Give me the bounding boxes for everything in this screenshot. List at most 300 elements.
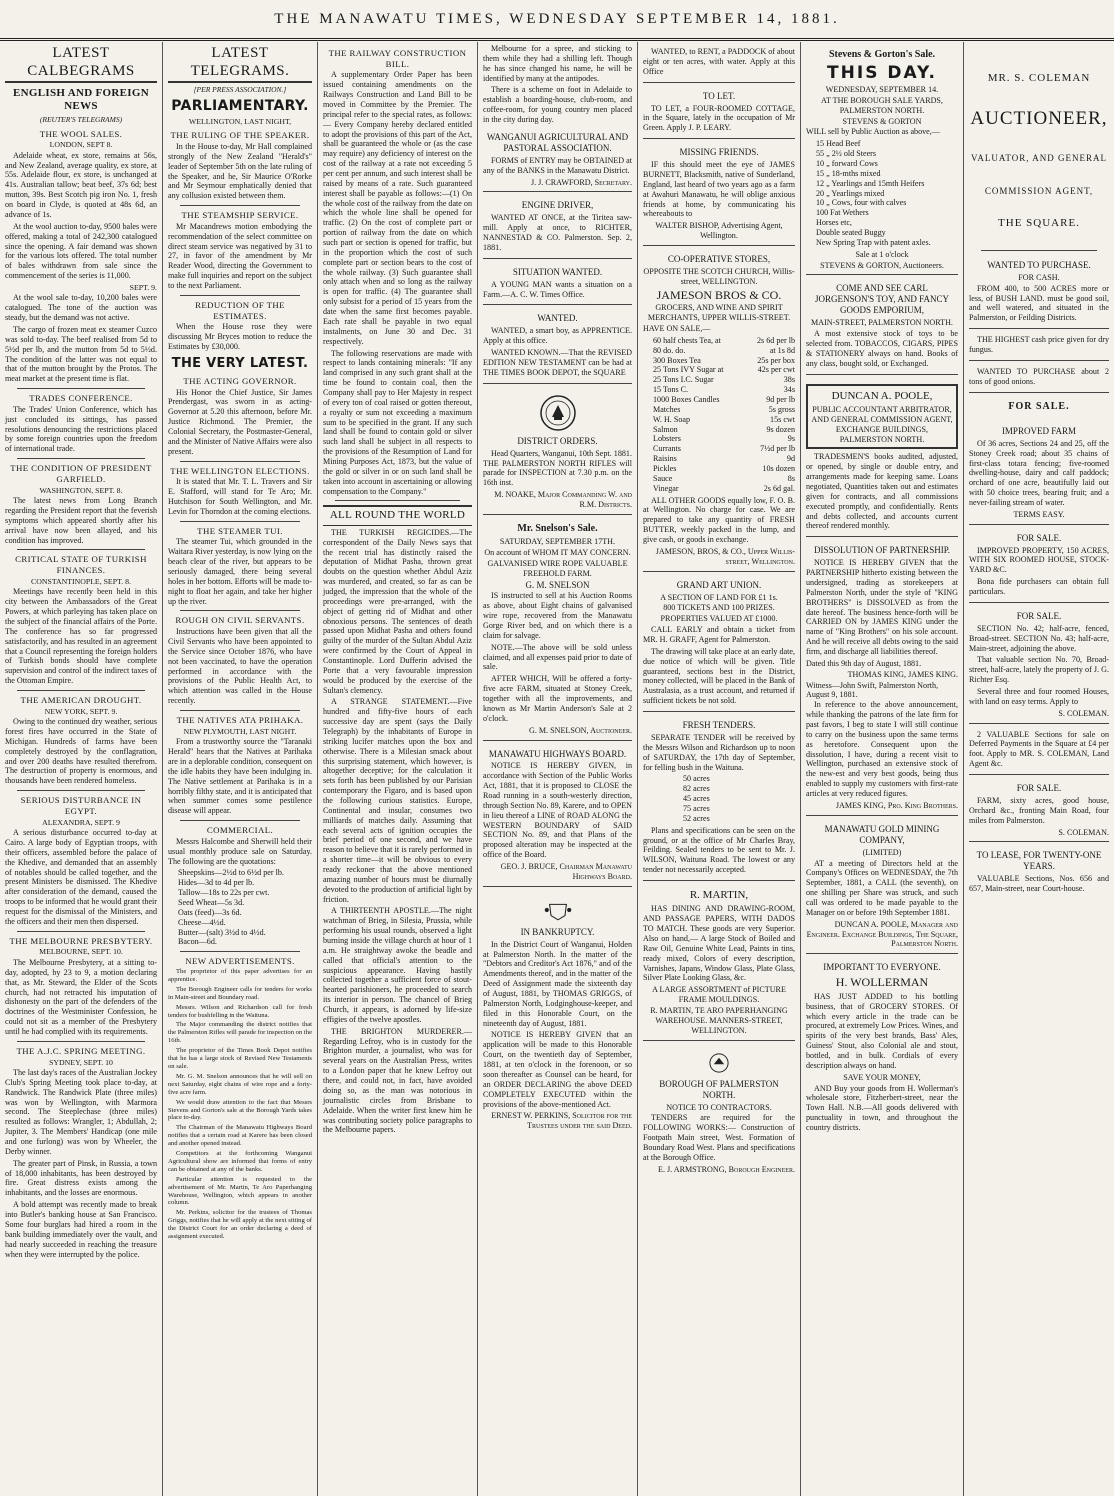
- wool-text-1: Adelaide wheat, ex store, remains at 56s, and New Zealand, average quality, ex store, at 55s. Adelaide flour, ex store, is unchanged at 41s. Australian tallow; beat beef, 37s 6d; best mutton, 39s. Best Scotch pig iron No. 1, fresh on board in Clyde, is quoted at 48s 6d, an advance of 1s.: [5, 150, 157, 219]
- gold-signature: DUNCAN A. POOLE, Manager and Engineer. Exchange Buildings, The Square, Palmerston North.: [806, 919, 958, 949]
- lease-ad: [969, 845, 1109, 899]
- column-4: [478, 42, 638, 1496]
- list-item: Butter—(salt) 3½d to 4½d.: [178, 927, 266, 937]
- divider: [17, 931, 145, 932]
- sg-sub: AT THE BOROUGH SALE YARDS, PALMERSTON NORTH.: [821, 95, 943, 115]
- divider: [981, 250, 1097, 251]
- list-item: Cheese—4½d.: [178, 917, 226, 927]
- fungus-text: THE HIGHEST cash price given for dry fungus.: [969, 335, 1109, 355]
- engine-title: ENGINE DRIVER,: [521, 200, 594, 211]
- divider: [17, 690, 145, 691]
- wollerman-text: HAS JUST ADDED to his bottling business, that of GROCERY STORES. Of which every article in the trade can be procured, at extremely Low Prices. Wines, and spirits of the very best brands, Bass' Ales, Guiness' Stout, also Colonial ale and stout, bottled, and in bulk. Cordials of every description always on hand.: [806, 991, 958, 1070]
- telegrams-heading: LATEST TELEGRAMS.: [168, 44, 312, 83]
- divider: [180, 295, 300, 296]
- missing-text: IF this should meet the eye of JAMES BURNETT, Blacksmith, native of Sunderland, England, last heard of two years ago as a farm at Awahuri Manawatu, he will oblige anxious friends at home, by communicating his whereabouts to: [643, 160, 795, 219]
- list-item: 25 Tons I.C. Sugar 38s: [653, 375, 795, 385]
- list-item: Vinegar 2s 6d gal.: [653, 483, 795, 493]
- art-text-2: The drawing will take place at an early date, due notice of which will be given. Title guaranteed, sections best in the District, money collected, will be placed in the Bank of Australasia, as a trust account, and returned if sufficient tickets be not sold.: [643, 646, 795, 706]
- egypt-text: A serious disturbance occurred to-day at Cairo. A large body of Egyptian troops, with their officers, assembled before the palace of the Khedive, and demanded that an assembly of notables should be called together, and the present Ministers be dismissed. The Khedive after consideration of the demand, caused the troops to be informed that he would grant their request for the dismissal of the Ministers, and the officers and their men then dispersed.: [5, 828, 157, 926]
- list-item: New Spring Trap with patent axles.: [816, 237, 931, 247]
- district-text: Head Quarters, Wanganui, 10th Sept. 1881. THE PALMERSTON NORTH RIFLES will parade for INSPECTION at 7.30 p.m. on the 16th inst.: [483, 448, 632, 488]
- wanganui-signature: J. J. CRAWFORD, Secretary.: [530, 177, 632, 187]
- garfield-title: THE CONDITION OF PRESIDENT GARFIELD.: [10, 463, 152, 484]
- martin-sub: A LARGE ASSORTMENT of PICTURE FRAME MOULDINGS.: [652, 985, 786, 1005]
- diss-signature-2: JAMES KING, Pro. King Brothers.: [835, 800, 958, 810]
- missing-title: MISSING FRIENDS.: [679, 147, 759, 158]
- lease-text: VALUABLE Sections, Nos. 656 and 657, Main-street, near Court-house.: [969, 874, 1109, 894]
- commercial-list: [178, 868, 312, 947]
- martin-signature: R. MARTIN, TE ARO PAPERHANGING WAREHOUSE. MANNERS-STREET, WELLINGTON.: [650, 1006, 788, 1035]
- situation-text: A YOUNG MAN wants a situation on a Farm.—A. C. W. Times Office.: [483, 279, 632, 299]
- columns: [0, 42, 1114, 1496]
- art-title: GRAND ART UNION.: [676, 579, 762, 590]
- coop-intro: HAVE ON SALE,—: [643, 324, 711, 333]
- important-title: IMPORTANT TO EVERYONE.: [823, 962, 941, 973]
- sg-date: WEDNESDAY, SEPTEMBER 14.: [825, 84, 939, 94]
- farm-2-ad: [969, 778, 1109, 842]
- sg-name: STEVENS & GORTON: [842, 116, 922, 126]
- divider: [335, 500, 460, 501]
- art-line-2: 800 TICKETS AND 100 PRIZES.: [663, 603, 775, 613]
- sections-text: SECTION No. 42; half-acre, fenced, Broad-street. SECTION No. 43; half-acre, Main-street, adjoining the above.: [969, 623, 1109, 653]
- column-6: [801, 42, 964, 1496]
- sections-text-2: That valuable section No. 70, Broad-street, half-acre, lately the property of J. G. Richter Esq.: [969, 655, 1109, 685]
- acre-list: [683, 774, 795, 823]
- list-item: 300 Boxes Tea 25s per box: [653, 355, 795, 365]
- snelson-signature: G. M. SNELSON, Auctioneer.: [528, 725, 632, 735]
- ajc-text-1: The last day's races of the Australian Jockey Club's Spring Meeting took place to-day, at Randwick. The Randwick Plate (three miles) was won by Wellington, with Marmora second. The Steeplechase (three miles) resulted as follows: Wrangler, 1; Abdullah, 2; Jupiter, 3. The Members' Handicap (one mile and one furlong) was won by Wheeler, the Derby winner.: [5, 1068, 157, 1156]
- list-item: The proprietor of this paper advertises for an apprentice.: [168, 968, 312, 983]
- price-list: [653, 336, 795, 494]
- commercial-text: Messrs Halcombe and Sherwill held their usual monthly produce sale on Saturday. The following are the quotations:: [168, 836, 312, 866]
- situation-ad: [483, 262, 632, 306]
- snelson-text-1: On account of WHOM IT MAY CONCERN.: [484, 547, 631, 557]
- divider: [17, 388, 145, 389]
- fresh-text-2: Plans and specifications can be seen on the ground, or at the office of Mr Charles Bray, Feilding. Sealed tenders to be sent to Mr. J. WILSON, Waituna Road. The lowest or any tender not necessarily accepted.: [643, 825, 795, 875]
- list-item: W. H. Soap 15s cwt: [653, 414, 795, 424]
- list-item: Particular attention is requested to the advertisement of Mr. Martin, Te Aro Paperhanging Warehouse, Wellington, which appears in another column.: [168, 1175, 312, 1207]
- list-item: We would draw attention to the fact that Messrs Stevens and Gorton's sale at the Borough Yards takes place to-day.: [168, 1098, 312, 1122]
- divider: [180, 710, 300, 711]
- list-item: 20 „ Yearlings mixed: [816, 188, 885, 198]
- sections-ad: [969, 606, 1109, 724]
- carl-title: COME AND SEE CARL JORGENSON'S TOY, AND FANCY GOODS EMPORIUM,: [815, 283, 949, 316]
- trades-title: TRADES CONFERENCE.: [29, 393, 133, 404]
- tui-text: The steamer Tui, which grounded in the Waitara River yesterday, is now lying on the beach clear of the river, but appears to be seriously damaged, there being several holes in her bottom. Efforts will be made to-night to float her again, and take her higher up the river.: [168, 537, 312, 606]
- bankruptcy-signature: ERNEST W. PERKINS, Solicitor for the Trustees under the said Deed.: [491, 1111, 632, 1131]
- presby-title: THE MELBOURNE PRESBYTERY.: [9, 935, 153, 946]
- parl-dateline: WELLINGTON, LAST NIGHT,: [188, 116, 292, 126]
- snelson-title: Mr. Snelson's Sale.: [517, 522, 598, 534]
- list-item: Bacon—6d.: [178, 937, 217, 947]
- snelson-name: G. M. SNELSON: [525, 579, 590, 590]
- turkish-dateline: CONSTANTINOPLE, SEPT. 8.: [31, 576, 131, 586]
- rent-ad: [643, 44, 795, 83]
- property-text-2: Bona fide purchasers can obtain full particulars.: [969, 577, 1109, 597]
- world-text-1: THE TURKISH REGICIDES.—The correspondent of the Daily News says that the recent trial has distinctly raised the deputation of Midhat Pasha, thrown great doubts on the question whether Abdul Aziz was murdered, and created, so far as can be judged, the impression that the whole of the proceedings were pre-arranged, with the object of getting rid of Midhat and other obnoxious persons. The sentences of death passed upon Midhat Pasha and others found guilty of the murder of the Sultan Abdul Aziz were confirmed by the Court of Appeal in Constantinople. Lord Dufferin advised the Porte that a very favourable impression would be produced by the exercise of the Sultan's clemency.: [323, 527, 472, 695]
- press-association-note: [PER PRESS ASSOCIATION.]: [193, 84, 287, 94]
- parliamentary-heading: PARLIAMENTARY.: [171, 97, 309, 114]
- gold-text: AT a meeting of Directors held at the Company's Offices on WEDNESDAY, the 7th September, 1881, a CALL (the seventh), on one shilling per Share was struck, and such call was ordered to be made payable to the Manager on or before 19th September 1881.: [806, 858, 958, 917]
- borough-ad: [643, 1044, 795, 1179]
- deferred-text: 2 VALUABLE Sections for sale on Deferred Payments in the Square at £4 per foot. Apply to MR. S. COLEMAN, Land Agent &c.: [969, 729, 1109, 769]
- wollerman-title: H. WOLLERMAN: [835, 975, 929, 990]
- farm-title: IMPROVED FARM: [1001, 425, 1077, 436]
- poole-title: DUNCAN A. POOLE,: [831, 389, 933, 402]
- let-text: TO LET, a FOUR-ROOMED COTTAGE, in the Square, lately in the occupation of Mr Green. Apply J. P. LEARY.: [643, 103, 795, 133]
- district-signature: M. NOAKE, Major Commanding W. and R.M. Districts.: [494, 490, 632, 510]
- new-ads-list: [168, 968, 312, 1241]
- coop-sub: OPPOSITE THE SCOTCH CHURCH, Willis-street, WELLINGTON.: [643, 266, 795, 286]
- snelson-date: SATURDAY, SEPTEMBER 17TH.: [499, 537, 616, 547]
- list-item: The proprietor of the Times Book Depot notifies that he has a large stock of Revised New Testaments on sale.: [168, 1047, 312, 1070]
- property-ad: [969, 528, 1109, 603]
- turkish-title: CRITICAL STATE OF TURKISH FINANCES.: [15, 554, 147, 576]
- coleman-commission: COMMISSION AGENT,: [984, 185, 1094, 196]
- carl-text: A most extensive stock of toys to be selected from. TOBACCOS, CIGARS, PIPES & STATIONERY always on hand. Books of any class, bought sold, or Exchanged.: [806, 329, 958, 368]
- natives-text: From a trustworthy source the "Taranaki Herald" hears that the Natives at Parihaka are in a deplorable condition, consequent on the idle habits they have been indulging in. The Native settlement at Parihaka is in a horribly filthy state, and it is anticipated that when summer comes some pestilence disease will appear.: [168, 737, 312, 816]
- tui-title: THE STEAMER TUI.: [197, 525, 283, 536]
- stevens-gorton-ad: [806, 44, 958, 275]
- civil-title: ROUGH ON CIVIL SERVANTS.: [175, 615, 305, 626]
- carl-sub: MAIN-STREET, PALMERSTON NORTH.: [811, 318, 953, 328]
- list-item: 15 Head Beef: [816, 139, 861, 149]
- snelson-text-4: NOTE.—The above will be sold unless claimed, and all expenses paid prior to date of sale.: [483, 642, 633, 672]
- world-heading: ALL ROUND THE WORLD: [323, 505, 472, 525]
- very-latest-heading: THE VERY LATEST.: [171, 355, 309, 371]
- sg-title: Stevens & Gorton's Sale.: [828, 49, 936, 60]
- terms: TERMS EASY.: [1013, 509, 1065, 519]
- divider: [17, 1041, 145, 1042]
- divider: [180, 610, 300, 611]
- list-item: Matches 5s gross: [653, 404, 795, 414]
- world-text-4: THE BRIGHTON MURDERER.—Regarding Lefroy, who is in custody for the Brighton murder, a journalist, who was for several years on the Australian Press, writes to a London paper that he knew Lefroy out there, and could not, in fact, have avoided doing so, as the man was notorious in journalistic circles from Brisbane to Adelaide. When the writer first knew him he was contributing society police paragraphs to the Melbourne papers.: [323, 1026, 472, 1135]
- speaker-title: THE RULING OF THE SPEAKER.: [170, 130, 310, 141]
- egypt-title: SERIOUS DISTURBANCE IN EGYPT.: [20, 795, 142, 816]
- wanganui-title: WANGANUI AGRICULTURAL AND PASTORAL ASSOCIATION.: [486, 131, 629, 153]
- jorgenson-ad: [806, 278, 958, 374]
- diss-date: Dated this 9th day of August, 1881.: [806, 658, 922, 668]
- martin-title: R. MARTIN,: [689, 889, 749, 902]
- garfield-dateline: WASHINGTON, SEPT. 8.: [39, 485, 123, 495]
- list-item: Sauce 8s: [653, 473, 795, 483]
- farm-text: Of 36 acres, Sections 24 and 25, off the Stoney Creek road; about 35 chains of first-class totara fencing; five-roomed dwelling-house, dairy and calf paddock; orchard of one acre, beautifully laid out with 50 choice trees, bearing fruit; and a never-failing stream of water.: [969, 438, 1109, 507]
- wanted-ad: [483, 308, 632, 383]
- district-orders-ad: [483, 387, 632, 515]
- coleman-name: MR. S. COLEMAN: [987, 72, 1091, 84]
- divider: [17, 549, 145, 550]
- list-item: 12 „ Yearlings and 15mth Heifers: [816, 178, 925, 188]
- coop-text: ALL OTHER GOODS equally low, F. O. B. at Wellington. No charge for case. We are prepared to take any quantity of FRESH BUTTER, weekly packed in the lump, and give cash, or goods in exchange.: [643, 495, 795, 545]
- borough-signature: E. J. ARMSTRONG, Borough Engineer.: [658, 1164, 795, 1174]
- presby-text: The Melbourne Presbytery, at a sitting to-day, adopted, by 23 to 9, a motion declaring that, as Mr. Steward, the Elder of the Scots church, had not retracted his imputation of dishonesty on the part of the defenders of the doctrines of the Westminister Confession, he could not sit as a member of the Presbytery until he had complied with its requirements.: [5, 957, 157, 1036]
- diss-title: DISSOLUTION OF PARTNERSHIP.: [814, 545, 950, 556]
- world-text-3: A THIRTEENTH APOSTLE.—The night watchman of Brieg, in Silesia, Prussia, while performing his usual rounds, observed a light burning inside the village church at hour of 1 a.m. He straightway awoke the beadle and called that official's attention to the suspicious appearance. Having hastily collected together a sufficient force of stout-hearted parishioners, he proceeded to search its interior in person. The chancel of Brieg Church, it appears, is adorned by life-size effigies of the twelve apostles.: [323, 906, 472, 1024]
- list-item: 15 „ 18-mths mixed: [816, 168, 881, 178]
- wanted-text-1: WANTED, a smart boy, as APPRENTICE. Apply at this office.: [483, 326, 632, 346]
- diss-witness: Witness—John Swift, Palmerston North, August 9, 1881.: [806, 680, 939, 700]
- list-item: Raisins 9d: [653, 454, 795, 464]
- snelson-text-2: GALVANISED WIRE ROPE VALUABLE FREEHOLD FARM.: [487, 558, 628, 578]
- divider: [17, 458, 145, 459]
- list-item: Mr. G. M. Snelson announces that he will sell on next Saturday, eight chains of wire rope and a forty-five acre farm.: [168, 1072, 312, 1096]
- gold-mining-ad: [806, 819, 958, 955]
- trades-text: The Trades' Union Conference, which has just concluded its sittings, has passed resolutions denouncing the restrictions placed by some foreign countries upon the freedom of international trade.: [5, 404, 157, 454]
- divider: [17, 790, 145, 791]
- divider: [180, 205, 300, 206]
- steamship-title: THE STEAMSHIP SERVICE.: [181, 210, 299, 221]
- natives-dateline: NEW PLYMOUTH, LAST NIGHT.: [183, 726, 297, 736]
- diss-signature: THOMAS KING, JAMES KING.: [847, 669, 958, 679]
- continued-text: Melbourne for a spree, and sticking to them while they had a shilling left. Though he has since changed his name, he will be identified by many at the antipodes.: [483, 44, 632, 83]
- borough-sub: NOTICE TO CONTRACTORS.: [666, 1102, 772, 1112]
- elections-text: It is stated that Mr. T. L. Travers and Sir E. Stafford, will stand for Te Aro; Mr. Hutchison for South Wellington, and Mr. Levin for Thorndon at the coming elections.: [168, 477, 312, 516]
- for-sale-title-2: FOR SALE.: [1016, 532, 1062, 543]
- farm-ad: [969, 421, 1109, 525]
- list-item: 80 do. do. at 1s 8d: [653, 345, 795, 355]
- commercial-title: COMMERCIAL.: [206, 825, 274, 836]
- bankruptcy-ad: [483, 890, 632, 1135]
- fresh-text: SEPARATE TENDER will be received by the Messrs Wilson and Richardson up to noon of SATURDAY, the 17th day of September, for felling bush in the Waituna.: [643, 733, 795, 772]
- sg-time: Sale at 1 o'clock: [855, 249, 909, 259]
- list-item: 1000 Boxes Candles 9d per lb: [653, 395, 795, 405]
- list-item: Double seated Buggy: [816, 227, 886, 237]
- fungus-ad: [969, 332, 1109, 361]
- art-line-3: PROPERTIES VALUED AT £1000.: [660, 614, 778, 624]
- railway-title: THE RAILWAY CONSTRUCTION BILL.: [328, 48, 467, 69]
- wanganui-ad: [483, 127, 632, 193]
- railway-text-2: The following reservations are made with respect to lands containing minerals: "If any land comprised in any such grant shall at the time be found to contain coal, then the Company shall pay to Her Majesty in respect of every ton of coal raised or gotten thereout, a royalty or sum not exceeding a maximum sum to be specified in the grant. If any such land shall be found to contain gold or silver such land shall be subject in all respects to the provisions of the Resumption of Land for Mining Purposes Act, 1873, but the value of the gold or silver in or on such land shall be taken into account in ascertaining or allowing compensation to the Company.": [323, 348, 472, 496]
- wollerman-ad: [806, 957, 958, 1138]
- list-item: The Major commanding the district notifies that the Palmerston Rifles will parade for inspection on the 16th.: [168, 1021, 312, 1045]
- list-item: 50 acres: [683, 774, 710, 784]
- list-item: 45 acres: [683, 794, 710, 804]
- list-item: 75 acres: [683, 804, 710, 814]
- list-item: Mr. Perkins, solicitor for the trustees of Thomas Griggs, notifies that he will apply at the next sitting of the District Court for an order declaring a deed of assignment executed.: [168, 1209, 312, 1241]
- purchase-text: FROM 400, to 500 ACRES more or less, of BUSH LAND. must be good soil, and well watered, and situated in the Palmerston, or Feilding Districts.: [969, 283, 1109, 323]
- onions-ad: [969, 364, 1109, 393]
- cablegrams-heading: LATEST CALBEGRAMS: [5, 44, 157, 83]
- list-item: Salmon 9s dozen: [653, 424, 795, 434]
- art-line-1: A SECTION OF LAND FOR £1 1s.: [660, 592, 778, 602]
- coleman-valuator: VALUATOR, AND GENERAL: [971, 152, 1107, 163]
- snelson-text-3: IS instructed to sell at his Auction Rooms as above, about Eight chains of galvanised wire rope, recovered from the Manawatu Gorge River bed, and on which there is a claim for salvage.: [483, 591, 632, 640]
- stock-list: [816, 139, 958, 247]
- wollerman-sub: SAVE YOUR MONEY,: [843, 1072, 921, 1082]
- engine-text: WANTED AT ONCE, at the Tiritea saw-mill. Apply at once, to RICHTER, NANNESTAD & CO. Palmerston. Sep. 2, 1881.: [483, 213, 632, 252]
- poole-ad: [806, 378, 958, 538]
- column-1: [0, 42, 163, 1496]
- column-7: [964, 42, 1114, 1496]
- list-item: Lobsters 9s: [653, 434, 795, 444]
- wool-dateline-2: SEPT. 9.: [129, 282, 157, 292]
- wool-text-2: At the wool auction to-day, 9500 bales were offered, making a total of 242,300 catalogued since the opening. A fair demand was shown for the various lots offered. The total number of bales withdrawn from sale since the commencement of the series is 11,000.: [5, 221, 157, 281]
- list-item: Sheepskins—2½d to 6½d per lb.: [178, 868, 284, 878]
- list-item: The Chairman of the Manawatu Highways Board notifies that a certain road at Karere has been closed and another opened instead.: [168, 1124, 312, 1148]
- coop-signature: JAMESON, BROS, & CO., Upper Willis-street, Wellington.: [655, 546, 795, 566]
- coleman-auctioneer: AUCTIONEER,: [970, 108, 1108, 130]
- deferred-ad: [969, 727, 1109, 775]
- rent-text: WANTED, to RENT, a PADDOCK of about eight or ten acres, with water. Apply at this Office: [643, 47, 795, 76]
- art-union-ad: [643, 575, 795, 712]
- sections-signature: S. COLEMAN.: [1058, 708, 1109, 718]
- wool-title: THE WOOL SALES.: [39, 128, 123, 139]
- ajc-dateline: SYDNEY, SEPT. 10: [49, 1057, 113, 1067]
- onions-text: WANTED TO PURCHASE about 2 tons of good onions.: [969, 366, 1109, 386]
- divider: [180, 951, 300, 952]
- estimates-text: When the House rose they were discussing Mr Bryces motion to reduce the Estimates by £30,000.: [168, 322, 312, 352]
- poole-text: TRADESMEN'S books audited, adjusted, or opened, by single or double entry, and arrangements made for keeping same. Loans negotiated, Quantities taken out and estimates given for contracts, and all commissions executed promptly, and confidentially. Rents and debts collected, and accounts current thereof rendered monthly.: [806, 452, 958, 531]
- adelaide-text: There is a scheme on foot in Adelaide to establish a boarding-house, club-room, and coffee-room, for young country men placed in the city during day.: [483, 85, 632, 125]
- royal-crest-icon: [538, 393, 578, 433]
- divider: [180, 820, 300, 821]
- for-sale-title-4: FOR SALE.: [1016, 783, 1062, 794]
- list-item: Oats (feed)—3s 6d.: [178, 907, 242, 917]
- purchase-sub: FOR CASH.: [1018, 272, 1060, 282]
- wanted-text-2: WANTED KNOWN.—That the REVISED EDITION NEW TESTAMENT can be had at THE TIMES BOOK DEPOT, the SQUARE: [483, 348, 632, 377]
- list-item: 25 Tons IVY Sugar at 42s per cwt: [653, 365, 795, 375]
- fresh-tenders-ad: [643, 715, 795, 881]
- list-item: 52 acres: [683, 813, 710, 823]
- wollerman-text-2: AND Buy your goods from H. Wollerman's wholesale store, Fitzherbert-street, near the Town Hall. N.B.—All goods delivered with punctuality in town, and throughout the country districts.: [806, 1083, 958, 1133]
- list-item: 100 Fat Wethers: [816, 208, 869, 218]
- list-item: The Borough Engineer calls for tenders for works in Main-street and Boundary road.: [168, 985, 312, 1001]
- list-item: Hides—3d to 4d per lb.: [178, 878, 255, 888]
- bankruptcy-title: IN BANKRUPTCY.: [520, 926, 595, 937]
- wool-text-3: At the wool sale to-day, 10,200 bales were catalogued. The tone of the auction was steady, but the demand was not active.: [5, 293, 157, 323]
- fresh-title: FRESH TENDERS.: [682, 720, 756, 731]
- ajc-text-3: A bold attempt was recently made to break into Butler's banking house at San Francisco. Some four burglars had hired a room in the bank building immediately over the vault, and had nearly succeeded in reaching the treasure when they were interrupted by the police.: [5, 1200, 157, 1259]
- wanganui-text: FORMS of ENTRY may be OBTAINED at any of the BANKS in the Manawatu District.: [483, 155, 632, 175]
- turkish-text: Meetings have recently been held in this city between the Ambassadors of the Great Powers, at which parleying has taken place on the subject of the financial affairs of the Porte. The conference has so far progressed satisfactorily, and has resulted in an agreement that a Council representing the foreign holders of Turkish bonds should have complete supervision and control of the indirect taxes of the Ottoman Empire.: [5, 587, 157, 686]
- lease-title: TO LEASE, FOR TWENTY-ONE YEARS.: [976, 850, 1102, 872]
- divider: [180, 521, 300, 522]
- ajc-title: THE A.J.C. SPRING MEETING.: [16, 1045, 146, 1056]
- snelson-text-5: AFTER WHICH, Will be offered a forty-five acre FARM, situated at Stoney Creek, together with all the improvements, and known as Mr Martin Anderson's Sale at 2 o'clock.: [483, 674, 632, 723]
- this-day: THIS DAY.: [827, 63, 937, 84]
- list-item: 10 „ Cows, four with calves: [816, 198, 907, 208]
- world-text-2: A STRANGE STATEMENT.—Five hundred and fifty-five hours of each successive day are spent (says the Daily Telegraph) by the inhabitants of Europe in striking lucifer matches upon the box and otherwise. There is a Milesian smack about this surprising statement, which however, is altogether deceptive; for the calculation it sets forth has been published by our Parisian contemporary the Figaro, and is based upon the following curious statistics. Europe, Continental and insular, consumes two milliards of matches daily. Assuming that each several acts of ignition occupies the brief period of one second, and we have reason to believe that it is rarely performed in a shorter time—it will be obvious to every ready reckoner that the above mentioned amazing number of hours must be diurnally devoted to the production of artificial light by friction.: [323, 697, 472, 904]
- sg-intro: WILL sell by Public Auction as above,—: [806, 127, 940, 137]
- for-sale-title-3: FOR SALE.: [1016, 610, 1062, 621]
- borough-seal-icon: [704, 1050, 734, 1076]
- wool-dateline: LONDON, SEPT 8.: [49, 140, 113, 150]
- highways-ad: [483, 744, 632, 887]
- farm-2-signature: S. COLEMAN.: [1058, 827, 1109, 837]
- dissolution-ad: [806, 540, 958, 815]
- masthead: THE MANAWATU TIMES, WEDNESDAY SEPTEMBER 14, 1881.: [0, 0, 1114, 41]
- property-text: IMPROVED PROPERTY, 150 ACRES, WITH SIX ROOMED HOUSE, STOCK-YARD &C.: [969, 545, 1109, 575]
- column-3: [318, 42, 478, 1496]
- ajc-text-2: The greater part of Pinsk, in Russia, a town of 18,000 inhabitants, has been destroyed by fire. Great distress exists among the inhabitants, and the losses are enormous.: [5, 1158, 157, 1198]
- to-let-ad: [643, 86, 795, 140]
- sg-signature: STEVENS & GORTON, Auctioneers.: [820, 260, 944, 270]
- highways-title: MANAWATU HIGHWAYS BOARD.: [488, 748, 627, 759]
- list-item: Messrs. Wilson and Richardson call for fresh tenders for bushfelling in the Waituna.: [168, 1003, 312, 1019]
- purchase-ad: [969, 255, 1109, 329]
- divider: [180, 461, 300, 462]
- governor-text: His Honor the Chief Justice, Sir James Prendergast, was sworn in as acting-Governor at 5.20 this afternoon, before Mr. Justice Richmond. The Premier, the Colonial Secretary, the Postmaster-General, and the Minister of Native Affairs were also present.: [168, 387, 312, 456]
- list-item: 15 Tons C. 34s: [653, 385, 795, 395]
- situation-title: SITUATION WANTED.: [512, 266, 603, 277]
- wool-text-4: The cargo of frozen meat ex steamer Cuzco was sold to-day. The beef realised from 5d to 5½d per lb, and the mutton from 5d to 5½d. The condition of the latter was not equal to that of the mutton brought by the Protos. The meat market at the present time is flat.: [5, 325, 157, 384]
- new-ads-title: NEW ADVERTISEMENTS.: [185, 956, 295, 967]
- presby-dateline: MELBOURNE, SEPT. 10.: [39, 947, 123, 957]
- bankruptcy-text: In the District Court of Wanganui, Holden at Palmerston North. In the matter of the "Debtors and Creditor's Act 1876," and of the Amendments thereof, and in the matter of the Deed of Assignment made the sixteenth day of August, 1881, by THOMAS GRIGGS, of Palmerston North, Lodginghouse-keeper, and filed in this Honorable Court, on the nineteenth day of August, 1881.: [483, 939, 632, 1028]
- list-item: Tallow—18s to 22s per cwt.: [178, 888, 270, 898]
- list-item: Competitors at the forthcoming Wanganui Agricultural show are informed that forms of entry can be obtained at any of the banks.: [168, 1150, 312, 1173]
- list-item: Pickles 10s dozen: [653, 464, 795, 474]
- snelson-ad: [483, 518, 632, 741]
- natives-title: THE NATIVES ATA PRIHAKA.: [176, 715, 304, 726]
- list-item: 60 half chests Tea, at 2s 6d per lb: [653, 335, 795, 345]
- list-item: Seed Wheat—5s 3d.: [178, 897, 245, 907]
- engine-driver-ad: [483, 195, 632, 258]
- missing-signature: WALTER BISHOP, Advertising Agent, Wellington.: [655, 221, 783, 241]
- speaker-text: In the House to-day, Mr Hall complained strongly of the New Zealand "Herald's" leader of September 5th on the late ruling of the Speaker, and he, Sir Maurice O'Rorke and Mr Seymour emphatically denied that any collusion existed between them.: [168, 142, 312, 201]
- drought-title: THE AMERICAN DROUGHT.: [20, 694, 142, 705]
- railway-text-1: A supplementary Order Paper has been issued containing amendments on the Railways Construction and Land Bill to be moved in Committee by the Premier. The principal refer to the special rates, as follows:— Every Company hereby declared entitled to adopt the provisions of this part of the Act, shall be guaranteed the whole or (as the case may require) any deficiency of interest on the cost of the railway at a rate not exceeding 5 per cent per annum, and such interest shall be raised by means of a rate. Such guaranteed interest shall be payable as follows:—(1) On the whole cost of the railway from the date on which the whole line shall be opened for traffic. (2) On the cost of complete part or portion of railway from the date on which such part or section is opened for traffic, but in the proportion which the cost of such complete part or section bears to the cost of the whole railway. (3) Such guarantee shall only attach when and so long as the railway is open for traffic. (4) The guarantee shall only subsist for a period of 15 years from the date when the same first becomes payable. Each rate shall be payable in two equal instalments, on June 30 and Dec. 31 respectively.: [323, 70, 473, 346]
- column-2: [163, 42, 318, 1496]
- civil-text: Instructions have been given that all the Civil Servants who have been appointed to the Service since October 1876, who have not been vaccinated, to have the operation performed in accordance with the provisions of the Public Health Act, to which attention was called in the House recently.: [168, 627, 312, 706]
- diss-text: NOTICE IS HEREBY GIVEN that the PARTNERSHIP hitherto existing between the undersigned, trading as storekeepers at Palmerston North, under the style of "KING BROTHERS" is DISSOLVED as from the date hereof. The business hence-forth will be CARRIED ON by JAMES KING under the name of "King Brothers" on his sole account. And he will receive all debts owing to the said firm, and discharge all liabilities thereof.: [806, 558, 958, 657]
- diss-text-2: In reference to the above announcement, while thanking the patrons of the late firm for past favors, I beg to state I will still continue to carry on the business upon the same terms as heretofore. Consequent upon the dissolution, I have, during a recent visit to Wellington, purchased an extensive stock of the new-est and very best goods, being thus enabled to supply my customers with first-rate articles at very reduced figures.: [806, 700, 958, 799]
- column-5: [638, 42, 801, 1496]
- coop-sub-2: GROCERS, AND WINE AND SPIRIT MERCHANTS, UPPER WILLIS-STREET.: [647, 303, 791, 323]
- list-item: 10 „ forward Cows: [816, 158, 878, 168]
- poole-sub: PUBLIC ACCOUNTANT ARBITRATOR, AND GENERAL COMMISSION AGENT, EXCHANGE BUILDINGS, PALMERSTON NORTH.: [811, 405, 953, 444]
- estimates-title: REDUCTION OF THE ESTIMATES.: [195, 299, 285, 321]
- coop-title: CO-OPERATIVE STORES,: [667, 253, 771, 264]
- coop-name: JAMESON BROS & CO.: [656, 287, 782, 302]
- reuters-note: (REUTER'S TELEGRAMS): [39, 115, 123, 125]
- district-title: DISTRICT ORDERS.: [517, 435, 598, 446]
- english-foreign-news: ENGLISH AND FOREIGN NEWS: [13, 86, 149, 112]
- gold-title: MANAWATU GOLD MINING COMPANY,: [824, 823, 940, 845]
- poole-box: [806, 384, 958, 450]
- list-item: Currants 7½d per lb: [653, 444, 795, 454]
- art-text-1: CALL EARLY and obtain a ticket from MR. H. GRAFF, Agent for Palmerston.: [643, 625, 795, 645]
- farm-2-text: FARM, sixty acres, good house, Orchard &c., fronting Main Road, four miles from Palmerston.: [969, 796, 1109, 825]
- martin-text: HAS DINING AND DRAWING-ROOM, AND PASSAGE PAPERS, WITH DADOS TO MATCH. These goods are very Superior. Also on hand,— A large Stock of Boiled and Raw Oil, Genuine White Lead, Paints in tins, ready mixed, Colors of every description, Varnishes, Japans, Window Glass, Plate Glass, Silver Plate Looking Glass, &c.: [643, 904, 795, 983]
- drought-dateline: NEW YORK, SEPT. 9.: [44, 706, 118, 716]
- garfield-text: The latest news from Long Branch regarding the President report that the feverish symptoms which appeared shortly after his arrival have now been allayed, and his condition has improved.: [5, 496, 157, 545]
- borough-title: BOROUGH OF PALMERSTON NORTH.: [659, 1078, 779, 1100]
- elections-title: THE WELLINGTON ELECTIONS.: [170, 465, 310, 476]
- borough-text: TENDERS are required for the FOLLOWING WORKS:— Construction of Footpath Main street, West. Formation of Boundary Road West. Plans and specifications at the Borough Office.: [643, 1113, 795, 1162]
- sections-text-3: Several three and four roomed Houses, with land on easy terms. Apply to: [969, 687, 1109, 706]
- coleman-square: THE SQUARE.: [998, 216, 1080, 229]
- list-item: 82 acres: [683, 784, 710, 794]
- let-title: TO LET.: [702, 90, 736, 101]
- governor-title: THE ACTING GOVERNOR.: [183, 375, 297, 386]
- purchase-title: WANTED TO PURCHASE.: [987, 259, 1091, 270]
- list-item: Horses etc,: [816, 218, 852, 228]
- for-sale-title-1: FOR SALE.: [1008, 400, 1070, 412]
- drought-text: Owing to the continued dry weather, serious forest fires have occurred in the State of Michigan. Hundreds of farms have been completely destroyed by the conflagration, and over 200 deaths have resulted therefrom. The destruction of property is enormous, and thousands have been rendered homeless.: [5, 717, 157, 786]
- gold-sub: (LIMITED): [862, 847, 902, 857]
- list-item: 55 „ 2½ old Steers: [816, 149, 877, 159]
- steamship-text: Mr Macandrews motion embodying the recommendation of the select committee on direct steam service was negatived by 31 to 27, in favor of the amendment by Mr Reader Wood, directing the Government to make full inquiries and report on the subject to the next Parliament.: [168, 221, 312, 291]
- bankruptcy-text-2: NOTICE IS HEREBY GIVEN that an application will be made to this Honorable Court, on the twentieth day of September, 1881, at ten o'clock in the forenoon, or so soon thereafter as Counsel can be heard, for an ORDER DECLARING the above DEED COMPLETELY EXECUTED within the provisions of the above-mentioned Act.: [483, 1030, 632, 1109]
- missing-ad: [643, 142, 795, 246]
- highways-text: NOTICE IS HEREBY GIVEN, in accordance with Section of the Public Works Act, 1881, that it is proposed to CLOSE the Road running in a south-westerly direction, through Section No. 89, Karere, and to OPEN in lieu thereof a LINE of ROAD ALONG the WESTERN BOUNDARY of SAID SECTION No. 89, and that Plans of the proposed alteration may be inspected at the office of the Board.: [483, 761, 632, 860]
- cooperative-ad: [643, 249, 795, 572]
- martin-ad: [643, 884, 795, 1041]
- wanted-title: WANTED.: [537, 313, 578, 324]
- egypt-dateline: ALEXANDRA, SEPT. 9: [42, 817, 120, 827]
- highways-signature: GEO. J. BRUCE, Chairman Manawatu Highways Board.: [500, 862, 632, 881]
